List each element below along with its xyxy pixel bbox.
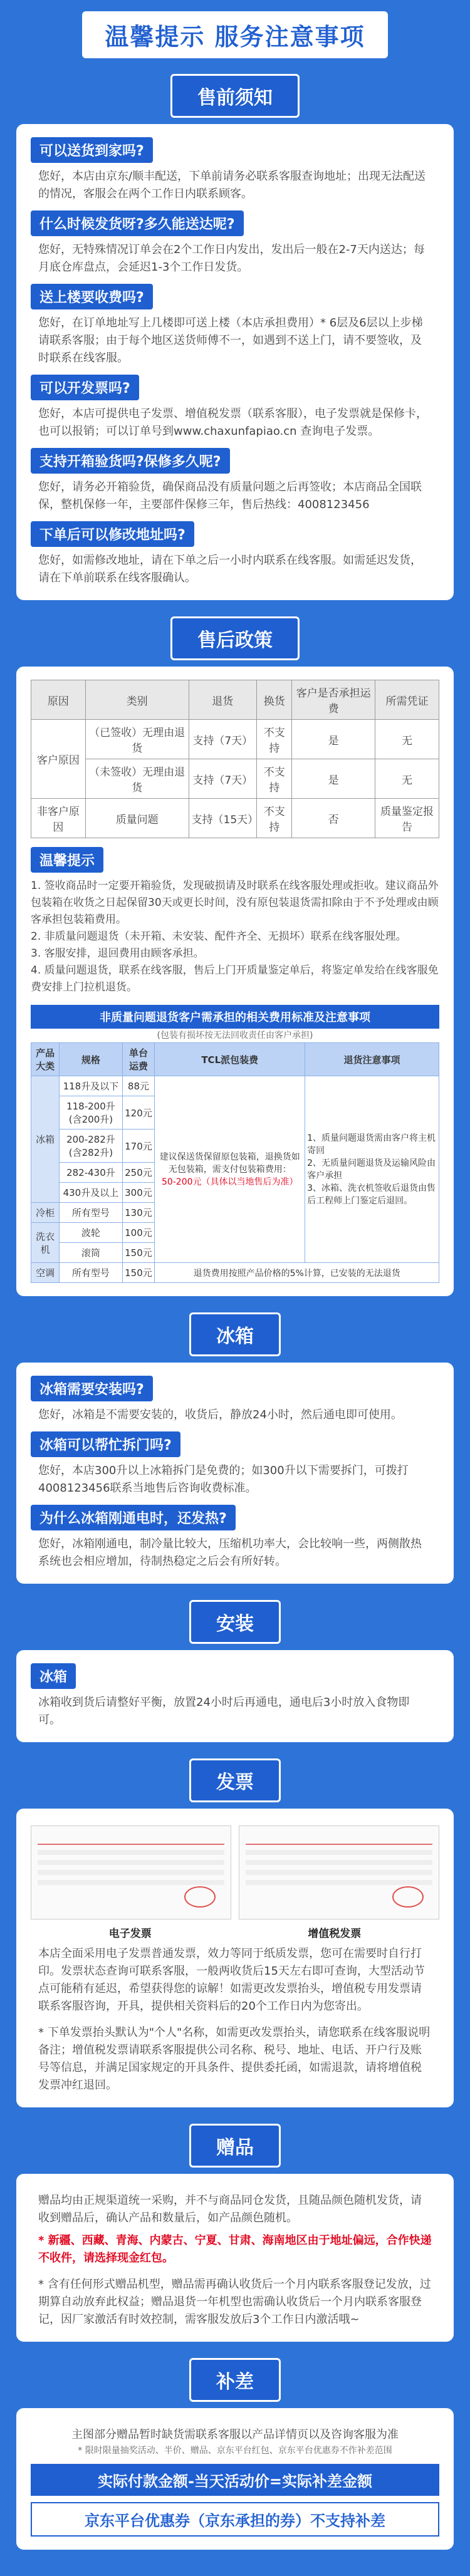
supplement-text: 主图部分赠品暂时缺货需联系客服以产品详情页以及咨询客服为准 (71, 2428, 399, 2441)
install-panel (16, 1650, 454, 1742)
fridge-panel (16, 1363, 454, 1584)
th: 退货 (189, 680, 256, 720)
th: 类别 (85, 680, 189, 720)
invoice-title: 发票 (189, 1758, 281, 1802)
table-row: 200-282升(含282升) 170元 (31, 1130, 439, 1163)
answer: 您好，无特殊情况订单会在2个工作日内发出，发出后一般在2-7天内送达；每月底仓库盘点，会延迟1-3个工作日发货。 (38, 243, 425, 274)
table-row: 282-430升 250元 (31, 1163, 439, 1183)
invoice-text-2: * 下单发票抬头默认为"个人"名称，如需更改发票抬头，请您联系在线客服说明备注；增值税发票请联系客服提供公司名称、税号、地址、电话、开户行及账号等信息，并满足国家规定的开具条件、提供委托函，如需退款，请将增值税发票冲红退回。 (38, 2026, 431, 2092)
vat-invoice-label: 增值税发票 (308, 1928, 362, 1940)
fee-title: 非质量问题退货客户需承担的相关费用标准及注意事项 (31, 1005, 439, 1029)
question: 可以开发票吗? (31, 375, 139, 400)
fridge-section (16, 1312, 454, 1595)
electronic-invoice-label: 电子发票 (108, 1928, 152, 1940)
th: 换货 (257, 680, 292, 720)
answer: 您好，本店由京东/顺丰配送，下单前请务必联系客服查询地址；出现无法配送的情况，客服会在两个工作日内联系顾客。 (38, 170, 426, 200)
pre-sale-title: 售前须知 (170, 74, 300, 118)
answer: 您好，如需修改地址，请在下单之后一小时内联系在线客服。如需延迟发货，请在下单前联系在线客服确认。 (38, 554, 422, 584)
table-row: 滚筒 150元 (31, 1243, 439, 1263)
after-sale-panel (16, 667, 454, 1296)
table-row: 洗衣机 波轮 100元 (31, 1223, 439, 1243)
supplement-band-1: 实际付款金额-当天活动价=实际补差金额 (31, 2464, 439, 2496)
install-text: 冰箱收到货后请整好平衡，放置24小时后再通电，通电后3小时放入食物即可。 (38, 1696, 410, 1727)
table-row: 430升及以上 300元 (31, 1183, 439, 1203)
gift-text-red: * 新疆、西藏、青海、内蒙古、宁夏、甘肃、海南地区由于地址偏远，合作快递不收件，请选择现金红包。 (38, 2234, 432, 2265)
answer: 您好，请务必开箱验货，确保商品没有质量问题之后再签收；本店商品全国联保，整机保修一年，主要部件保修三年，售后热线：4008123456 (38, 480, 422, 511)
supplement-section (16, 2358, 454, 2561)
gift-title: 赠品 (189, 2124, 281, 2168)
install-label: 冰箱 (31, 1663, 76, 1689)
page-title: 温馨提示 服务注意事项 (82, 11, 387, 58)
question: 什么时候发货呀?多久能送达呢? (31, 210, 244, 236)
after-sale-section (16, 616, 454, 1307)
answer: 您好，冰箱是不需要安装的，收货后，静放24小时，然后通电即可使用。 (38, 1408, 402, 1421)
tip-label: 温馨提示 (31, 847, 103, 873)
install-title: 安装 (189, 1600, 281, 1644)
question: 下单后可以修改地址吗? (31, 521, 194, 547)
question: 支持开箱验货吗?保修多久呢? (31, 448, 230, 474)
gift-panel (16, 2174, 454, 2342)
answer: 您好，本店300升以上冰箱拆门是免费的；如300升以下需要拆门，可拨打4008123456联系当地售后咨询收费标准。 (38, 1464, 409, 1495)
install-section (16, 1600, 454, 1753)
question: 冰箱需要安装吗? (31, 1376, 153, 1401)
question: 送上楼要收费吗? (31, 284, 153, 309)
th: 原因 (31, 680, 86, 720)
invoice-panel (16, 1809, 454, 2107)
supplement-band-2: 京东平台优惠券（京东承担的券）不支持补差 (31, 2502, 439, 2537)
supplement-note: * 限时限量抽奖活动、半价、赠品、京东平台红包、京东平台优惠券不作补差范围 (78, 2446, 392, 2456)
electronic-invoice-image (31, 1826, 231, 1919)
supplement-panel (16, 2408, 454, 2550)
table-row: 118-200升(含200升) 120元 (31, 1096, 439, 1130)
supplement-title: 补差 (189, 2358, 281, 2402)
header (16, 0, 454, 69)
gift-section (16, 2124, 454, 2353)
fee-table: 产品大类 规格 单台运费 TCL派包装费 退货注意事项 冰箱 118升及以下 88元 建议保送货保留原包装箱，退换货如无包装箱，需支付包装箱费用： 50-200元（具体以当地售后为准） 1、质量问题退货需由客户将主机寄回 2、无质量问题退货及运输风险由客户承担 3、冰箱、洗衣机签收后退货由售后工程师上门鉴定后退回。 118-200升(含200升) 120元 200-282升(含282升) 170元 282-430升 250元 430升及以上 300元 冷柜 所有型号 130元 洗衣机 波轮 100元 滚筒 150元 空调 所有型号 150元 退货费用按照产品价格的5%计算，已安装的无法退货 (31, 1042, 439, 1283)
table-row: 冰箱 118升及以下 88元 建议保送货保留原包装箱，退换货如无包装箱，需支付包装箱费用： 50-200元（具体以当地售后为准） 1、质量问题退货需由客户将主机寄回 2、无质量问题退货及运输风险由客户承担 3、冰箱、洗衣机签收后退货由售后工程师上门鉴定后退回。 (31, 1076, 439, 1096)
answer: 您好，在订单地址写上几楼即可送上楼（本店承担费用）* 6层及6层以上步梯请联系客服；由于每个地区送货师傅不一，如遇到不送上门，请不要签收，及时联系在线客服。 (38, 316, 423, 365)
question: 可以送货到家吗? (31, 137, 153, 163)
invoice-text-1: 本店全面采用电子发票普通发票，效力等同于纸质发票，您可在需要时自行打印。发票状态查询可联系客服，一般两收货后15天左右即可查询，大型活动节点可能稍有延迟，希望获得您的谅解！如需更改发票抬头，增值税专用发票请联系客服咨询，开具，提供相关资料后的20个工作日内为您寄出。 (38, 1947, 425, 2013)
table-row: （未签收）无理由退货 支持（7天） 不支持 是 无 (31, 759, 439, 799)
fridge-title: 冰箱 (189, 1312, 281, 1356)
invoice-section (16, 1758, 454, 2119)
question: 为什么冰箱刚通电时，还发热? (31, 1505, 236, 1530)
pack-fee-text: 建议保送货保留原包装箱，退换货如无包装箱，需支付包装箱费用： (159, 1151, 300, 1175)
policy-table (31, 680, 439, 838)
table-row: 空调 所有型号 150元 退货费用按照产品价格的5%计算，已安装的无法退货 (31, 1263, 439, 1283)
vat-invoice-image (239, 1826, 439, 1919)
table-row: 客户原因 （已签收）无理由退货 支持（7天） 不支持 是 无 (31, 720, 439, 759)
fee-subtitle: (包装有损坏按无法回收责任由客户承担) (157, 1031, 313, 1041)
gift-text-1: 赠品均由正规渠道统一采购，并不与商品同仓发货，且随品颜色随机发货，请收到赠品后，确认产品和数量后，如产品颜色随机。 (38, 2194, 422, 2225)
table-row: 冷柜 所有型号 130元 (31, 1203, 439, 1223)
th: 客户是否承担运费 (292, 680, 375, 720)
th: 所需凭证 (375, 680, 439, 720)
answer: 您好，冰箱刚通电，制冷量比较大，压缩机功率大，会比较响一些，两侧散热系统也会相应增加，待制热稳定之后会有所好转。 (38, 1537, 422, 1568)
pre-sale-section (16, 74, 454, 611)
tips: 1. 签收商品时一定要开箱验货，发现破损请及时联系在线客服处理或拒收。建议商品外包装箱在收货之日起保留30天或更长时间，没有原包装退货需扣除由于不予处理或由顾客承担包装箱费用。 2. 非质量问题退货（未开箱、未安装、配件齐全、无损坏）联系在线客服处理。 3. 客服安排，退回费用由顾客承担。 4. 质量问题退货，联系在线客服，售后上门开质量鉴定单后，将鉴定单发给在线客服免费安排上门拉机退货。 (31, 880, 439, 994)
table-row: 非客户原因 质量问题 支持（15天） 不支持 否 质量鉴定报告 (31, 799, 439, 838)
after-sale-title: 售后政策 (170, 616, 300, 660)
answer: 您好，本店可提供电子发票、增值税发票（联系客服），电子发票就是保修卡，也可以报销；可以订单号到www.chaxunfapiao.cn 查询电子发票。 (38, 407, 427, 438)
gift-text-2: * 含有任何形式赠品机型，赠品需再确认收货后一个月内联系客服登记发放，过期算自动放弃此权益；赠品退货一年机型也需确认收货后一个月内联系客服登记，因厂家激活有时效控制，需客服发放后3个工作日内激活哦~ (38, 2278, 431, 2326)
question: 冰箱可以帮忙拆门吗? (31, 1431, 180, 1457)
pack-fee-red: 50-200元（具体以当地售后为准） (161, 1176, 298, 1187)
pre-sale-panel (16, 124, 454, 600)
